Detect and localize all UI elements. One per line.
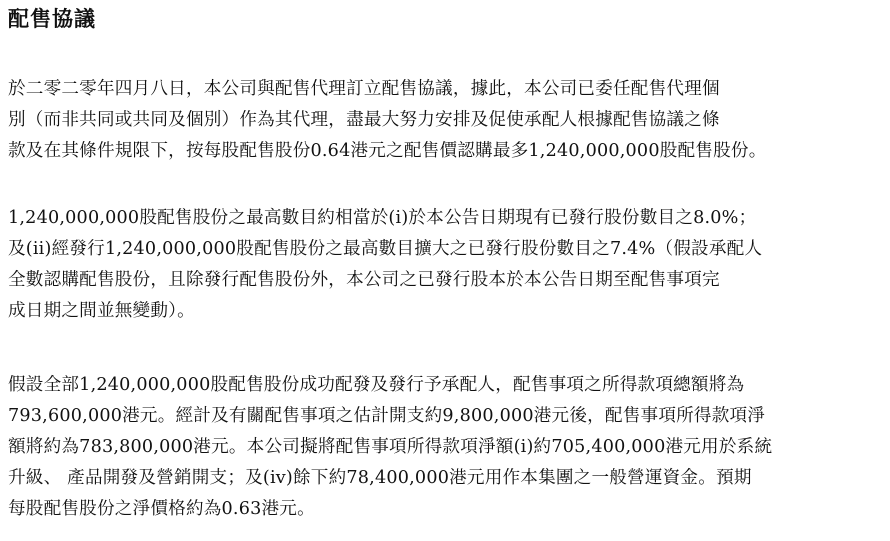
paragraph-proceeds: [8, 370, 886, 525]
paragraph-line: 假設全部1,240,000,000股配售股份成功配發及發行予承配人，配售事項之所得款項總額將為: [8, 375, 745, 395]
paragraph-line: 款及在其條件規限下，按每股配售股份0.64港元之配售價認購最多1,240,000,000股配售股份。: [8, 141, 767, 161]
paragraph-line: 1,240,000,000股配售股份之最高數目約相當於(i)於本公告日期現有已發行股份數目之8.0%；: [8, 208, 757, 228]
paragraph-line: 於二零二零年四月八日，本公司與配售代理訂立配售協議，據此，本公司已委任配售代理個: [8, 79, 720, 99]
paragraph-line: 升級、 產品開發及營銷開支；及(iv)餘下約78,400,000港元用作本集團之一般營運資金。預期: [8, 468, 752, 488]
paragraph-line: 成日期之間並無變動）。: [8, 301, 195, 321]
paragraph-line: 及(ii)經發行1,240,000,000股配售股份之最高數目擴大之已發行股份數目之7.4%（假設承配人: [8, 239, 763, 259]
paragraph-line: 別（而非共同或共同及個別）作為其代理，盡最大努力安排及促使承配人根據配售協議之條: [8, 110, 720, 130]
paragraph-line: 793,600,000港元。經計及有關配售事項之估計開支約9,800,000港元後，配售事項所得款項淨: [8, 406, 766, 426]
paragraph-placing-shares: [8, 203, 886, 327]
paragraph-placing-agreement: [8, 74, 886, 167]
paragraph-line: 全數認購配售股份，且除發行配售股份外，本公司之已發行股本於本公告日期至配售事項完: [8, 270, 720, 290]
paragraph-line: 額將約為783,800,000港元。本公司擬將配售事項所得款項淨額(i)約705,400,000港元用於系統: [8, 437, 773, 457]
section-title: 配售協議: [8, 7, 96, 31]
paragraph-line: 每股配售股份之淨價格約為0.63港元。: [8, 499, 315, 519]
